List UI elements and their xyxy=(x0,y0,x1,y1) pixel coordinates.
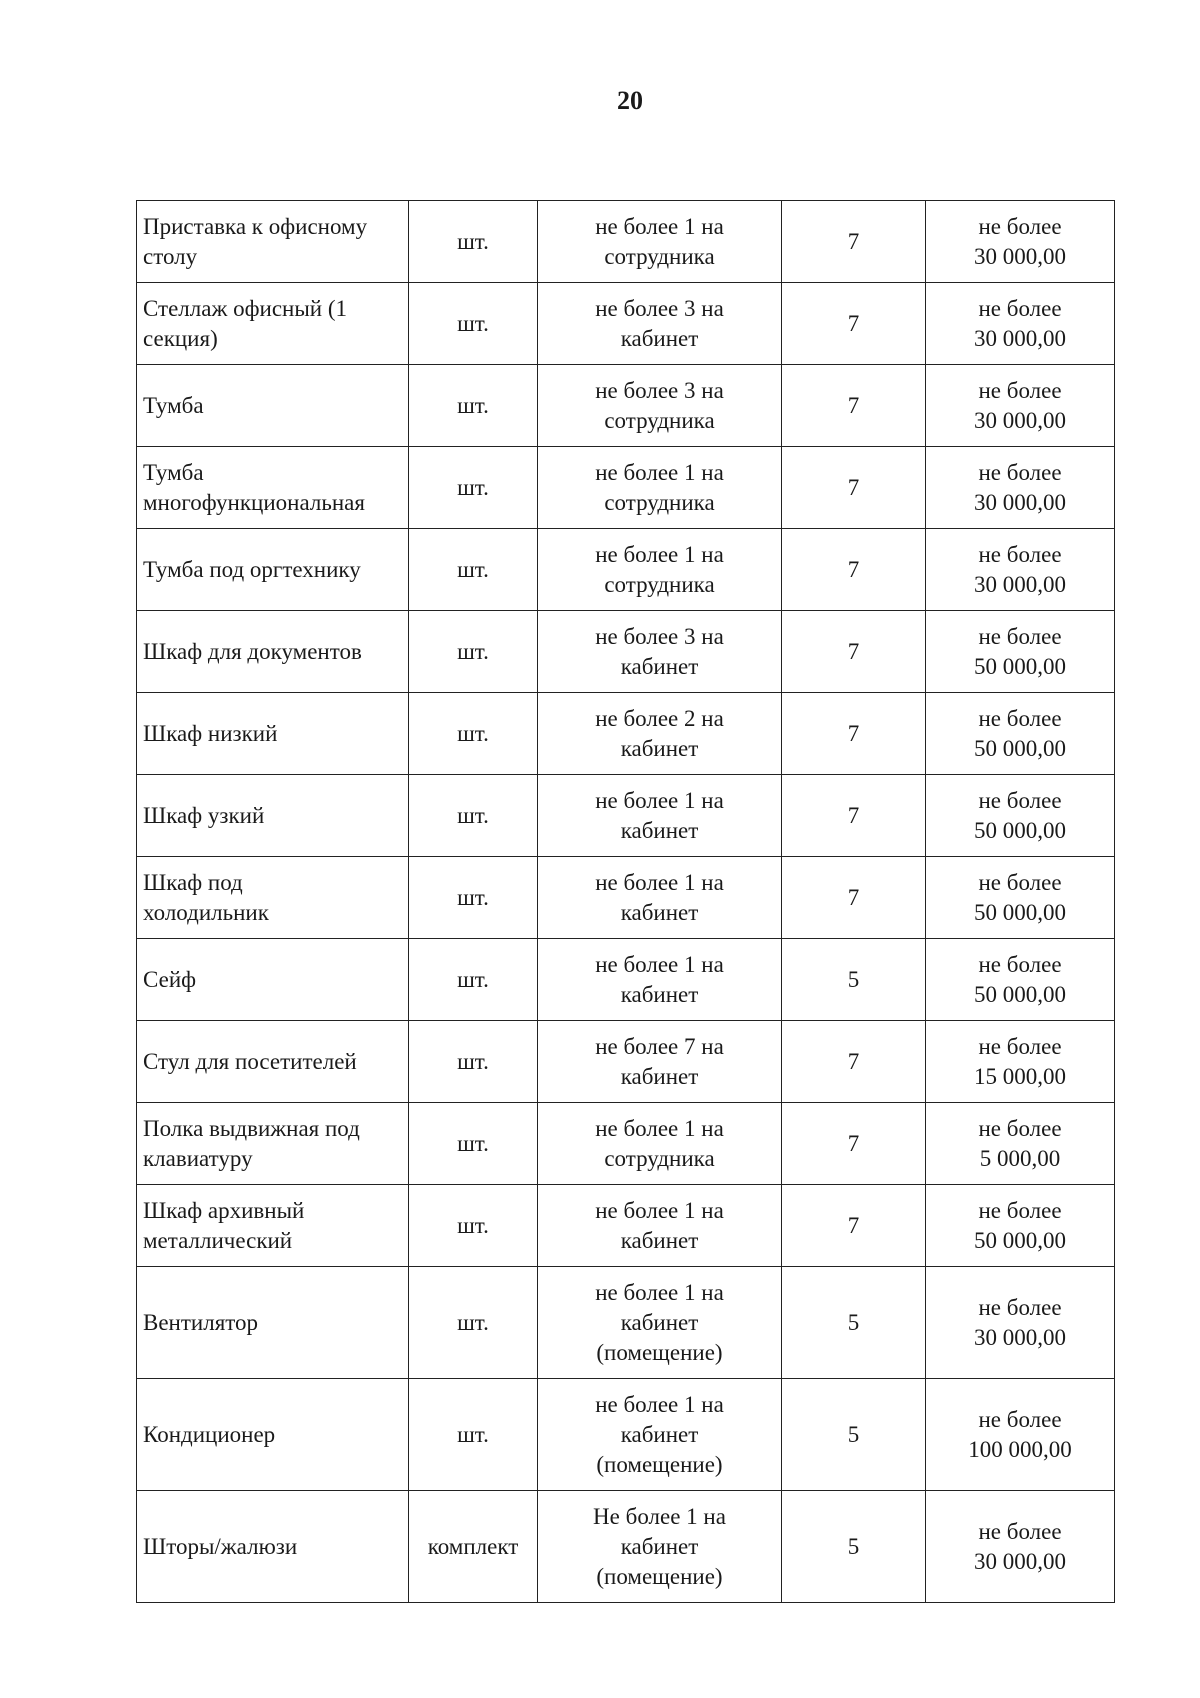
cell-line: не более 3 на xyxy=(595,295,724,321)
price-limit-cell xyxy=(926,1379,1115,1491)
cell-line: 30 000,00 xyxy=(974,571,1066,597)
table-row xyxy=(137,775,1115,857)
service-life-cell: 7 xyxy=(782,283,926,365)
cell-line: клавиатуру xyxy=(143,1145,253,1171)
cell-line: 50 000,00 xyxy=(974,653,1066,679)
item-name-cell xyxy=(137,1491,409,1603)
table-row xyxy=(137,365,1115,447)
quantity-norm-cell xyxy=(538,1185,782,1267)
unit-cell: шт. xyxy=(409,1267,538,1379)
price-limit-cell xyxy=(926,1185,1115,1267)
cell-line: кабинет xyxy=(620,1421,699,1447)
service-life-cell: 7 xyxy=(782,775,926,857)
service-life-cell: 7 xyxy=(782,447,926,529)
price-limit-cell xyxy=(926,447,1115,529)
table-row xyxy=(137,1103,1115,1185)
unit-cell: шт. xyxy=(409,1379,538,1491)
cell-line: Шкаф архивный xyxy=(143,1197,305,1223)
cell-line: Кондиционер xyxy=(143,1421,276,1447)
cell-line: не более xyxy=(978,459,1062,485)
price-limit-cell xyxy=(926,693,1115,775)
cell-line: Шторы/жалюзи xyxy=(143,1533,298,1559)
unit-cell: шт. xyxy=(409,283,538,365)
cell-line: Шкаф низкий xyxy=(143,720,278,746)
quantity-norm-cell xyxy=(538,775,782,857)
table-row xyxy=(137,1379,1115,1491)
cell-line: сотрудника xyxy=(604,407,715,433)
cell-line: не более xyxy=(978,705,1062,731)
service-life-cell: 7 xyxy=(782,693,926,775)
table-row xyxy=(137,447,1115,529)
cell-line: сотрудника xyxy=(604,571,715,597)
cell-line: кабинет xyxy=(620,1063,699,1089)
unit-cell: шт. xyxy=(409,857,538,939)
unit-cell: шт. xyxy=(409,201,538,283)
table-row xyxy=(137,1267,1115,1379)
unit-cell: шт. xyxy=(409,939,538,1021)
cell-line: 30 000,00 xyxy=(974,325,1066,351)
cell-line: 5 000,00 xyxy=(979,1145,1061,1171)
unit-cell: шт. xyxy=(409,447,538,529)
item-name-cell xyxy=(137,1103,409,1185)
item-name-cell xyxy=(137,447,409,529)
quantity-norm-cell xyxy=(538,611,782,693)
item-name-cell xyxy=(137,611,409,693)
cell-line: не более 1 на xyxy=(595,869,724,895)
item-name-cell xyxy=(137,857,409,939)
cell-line: сотрудника xyxy=(604,489,715,515)
item-name-cell xyxy=(137,283,409,365)
item-name-cell xyxy=(137,201,409,283)
service-life-cell: 5 xyxy=(782,1267,926,1379)
item-name-cell xyxy=(137,529,409,611)
cell-line: не более 2 на xyxy=(595,705,724,731)
quantity-norm-cell xyxy=(538,1491,782,1603)
cell-line: не более xyxy=(978,1294,1062,1320)
cell-line: не более 3 на xyxy=(595,377,724,403)
quantity-norm-cell xyxy=(538,1379,782,1491)
table-row xyxy=(137,611,1115,693)
price-limit-cell xyxy=(926,1267,1115,1379)
cell-line: кабинет xyxy=(620,735,699,761)
item-name-cell xyxy=(137,939,409,1021)
cell-line: Шкаф для документов xyxy=(143,638,362,664)
cell-line: (помещение) xyxy=(596,1339,723,1365)
service-life-cell: 7 xyxy=(782,1103,926,1185)
item-name-cell xyxy=(137,365,409,447)
cell-line: Стул для посетителей xyxy=(143,1048,357,1074)
cell-line: 50 000,00 xyxy=(974,735,1066,761)
cell-line: 100 000,00 xyxy=(968,1436,1072,1462)
cell-line: 50 000,00 xyxy=(974,899,1066,925)
quantity-norm-cell xyxy=(538,1103,782,1185)
quantity-norm-cell xyxy=(538,1267,782,1379)
cell-line: 15 000,00 xyxy=(974,1063,1066,1089)
table-row xyxy=(137,283,1115,365)
service-life-cell: 5 xyxy=(782,1491,926,1603)
cell-line: не более 1 на xyxy=(595,213,724,239)
cell-line: не более 1 на xyxy=(595,787,724,813)
cell-line: не более 1 на xyxy=(595,951,724,977)
cell-line: кабинет xyxy=(620,1227,699,1253)
cell-line: сотрудника xyxy=(604,1145,715,1171)
cell-line: не более xyxy=(978,1115,1062,1141)
cell-line: не более xyxy=(978,951,1062,977)
service-life-cell: 7 xyxy=(782,857,926,939)
cell-line: не более xyxy=(978,1518,1062,1544)
unit-cell: шт. xyxy=(409,693,538,775)
cell-line: многофункциональная xyxy=(143,489,365,515)
quantity-norm-cell xyxy=(538,693,782,775)
quantity-norm-cell xyxy=(538,939,782,1021)
unit-cell: комплект xyxy=(409,1491,538,1603)
unit-cell: шт. xyxy=(409,1021,538,1103)
table-row xyxy=(137,939,1115,1021)
cell-line: Шкаф узкий xyxy=(143,802,265,828)
quantity-norm-cell xyxy=(538,1021,782,1103)
item-name-cell xyxy=(137,1185,409,1267)
cell-line: не более 1 на xyxy=(595,541,724,567)
cell-line: Тумба xyxy=(143,459,204,485)
cell-line: не более 1 на xyxy=(595,1197,724,1223)
table-row xyxy=(137,1021,1115,1103)
cell-line: не более 3 на xyxy=(595,623,724,649)
service-life-cell: 7 xyxy=(782,365,926,447)
service-life-cell: 7 xyxy=(782,1021,926,1103)
item-name-cell xyxy=(137,1379,409,1491)
cell-line: не более xyxy=(978,1406,1062,1432)
cell-line: 30 000,00 xyxy=(974,489,1066,515)
unit-cell: шт. xyxy=(409,1103,538,1185)
quantity-norm-cell xyxy=(538,201,782,283)
cell-line: не более xyxy=(978,869,1062,895)
cell-line: не более 7 на xyxy=(595,1033,724,1059)
price-limit-cell xyxy=(926,201,1115,283)
table-row xyxy=(137,1185,1115,1267)
table-body xyxy=(137,201,1115,1603)
cell-line: холодильник xyxy=(143,899,269,925)
price-limit-cell xyxy=(926,1103,1115,1185)
cell-line: секция) xyxy=(143,325,218,351)
cell-line: не более xyxy=(978,623,1062,649)
service-life-cell: 5 xyxy=(782,1379,926,1491)
unit-cell: шт. xyxy=(409,775,538,857)
price-limit-cell xyxy=(926,1021,1115,1103)
cell-line: Стеллаж офисный (1 xyxy=(143,295,348,321)
cell-line: не более 1 на xyxy=(595,1115,724,1141)
service-life-cell: 5 xyxy=(782,939,926,1021)
cell-line: не более xyxy=(978,541,1062,567)
cell-line: металлический xyxy=(143,1227,293,1253)
item-name-cell xyxy=(137,775,409,857)
service-life-cell: 7 xyxy=(782,201,926,283)
furniture-norms-table xyxy=(136,200,1115,1603)
cell-line: не более xyxy=(978,377,1062,403)
cell-line: Тумба под оргтехнику xyxy=(143,556,361,582)
cell-line: кабинет xyxy=(620,325,699,351)
cell-line: Шкаф под xyxy=(143,869,243,895)
cell-line: (помещение) xyxy=(596,1451,723,1477)
cell-line: не более xyxy=(978,1033,1062,1059)
service-life-cell: 7 xyxy=(782,529,926,611)
cell-line: кабинет xyxy=(620,653,699,679)
cell-line: Полка выдвижная под xyxy=(143,1115,360,1141)
price-limit-cell xyxy=(926,365,1115,447)
cell-line: не более 1 на xyxy=(595,1279,724,1305)
service-life-cell: 7 xyxy=(782,611,926,693)
quantity-norm-cell xyxy=(538,529,782,611)
cell-line: 50 000,00 xyxy=(974,1227,1066,1253)
cell-line: не более xyxy=(978,213,1062,239)
cell-line: не более 1 на xyxy=(595,459,724,485)
cell-line: 50 000,00 xyxy=(974,981,1066,1007)
cell-line: столу xyxy=(143,243,198,269)
cell-line: 50 000,00 xyxy=(974,817,1066,843)
price-limit-cell xyxy=(926,939,1115,1021)
cell-line: 30 000,00 xyxy=(974,1324,1066,1350)
cell-line: Приставка к офисному xyxy=(143,213,368,239)
cell-line: 30 000,00 xyxy=(974,1548,1066,1574)
unit-cell: шт. xyxy=(409,1185,538,1267)
cell-line: кабинет xyxy=(620,981,699,1007)
cell-line: 30 000,00 xyxy=(974,407,1066,433)
cell-line: Тумба xyxy=(143,392,204,418)
price-limit-cell xyxy=(926,283,1115,365)
page-number: 20 xyxy=(617,86,643,115)
cell-line: (помещение) xyxy=(596,1563,723,1589)
unit-cell: шт. xyxy=(409,529,538,611)
cell-line: не более xyxy=(978,1197,1062,1223)
cell-line: сотрудника xyxy=(604,243,715,269)
price-limit-cell xyxy=(926,529,1115,611)
item-name-cell xyxy=(137,1267,409,1379)
quantity-norm-cell xyxy=(538,857,782,939)
price-limit-cell xyxy=(926,611,1115,693)
cell-line: кабинет xyxy=(620,817,699,843)
service-life-cell: 7 xyxy=(782,1185,926,1267)
item-name-cell xyxy=(137,693,409,775)
table-row xyxy=(137,857,1115,939)
cell-line: не более xyxy=(978,295,1062,321)
unit-cell: шт. xyxy=(409,611,538,693)
quantity-norm-cell xyxy=(538,365,782,447)
quantity-norm-cell xyxy=(538,447,782,529)
cell-line: не более 1 на xyxy=(595,1391,724,1417)
quantity-norm-cell xyxy=(538,283,782,365)
unit-cell: шт. xyxy=(409,365,538,447)
table-row xyxy=(137,529,1115,611)
table-row xyxy=(137,201,1115,283)
table-row xyxy=(137,1491,1115,1603)
cell-line: Не более 1 на xyxy=(593,1503,726,1529)
cell-line: кабинет xyxy=(620,899,699,925)
cell-line: 30 000,00 xyxy=(974,243,1066,269)
cell-line: кабинет xyxy=(620,1309,699,1335)
cell-line: Вентилятор xyxy=(143,1309,259,1335)
price-limit-cell xyxy=(926,1491,1115,1603)
cell-line: не более xyxy=(978,787,1062,813)
cell-line: кабинет xyxy=(620,1533,699,1559)
price-limit-cell xyxy=(926,857,1115,939)
price-limit-cell xyxy=(926,775,1115,857)
item-name-cell xyxy=(137,1021,409,1103)
cell-line: Сейф xyxy=(143,966,197,992)
table-row xyxy=(137,693,1115,775)
